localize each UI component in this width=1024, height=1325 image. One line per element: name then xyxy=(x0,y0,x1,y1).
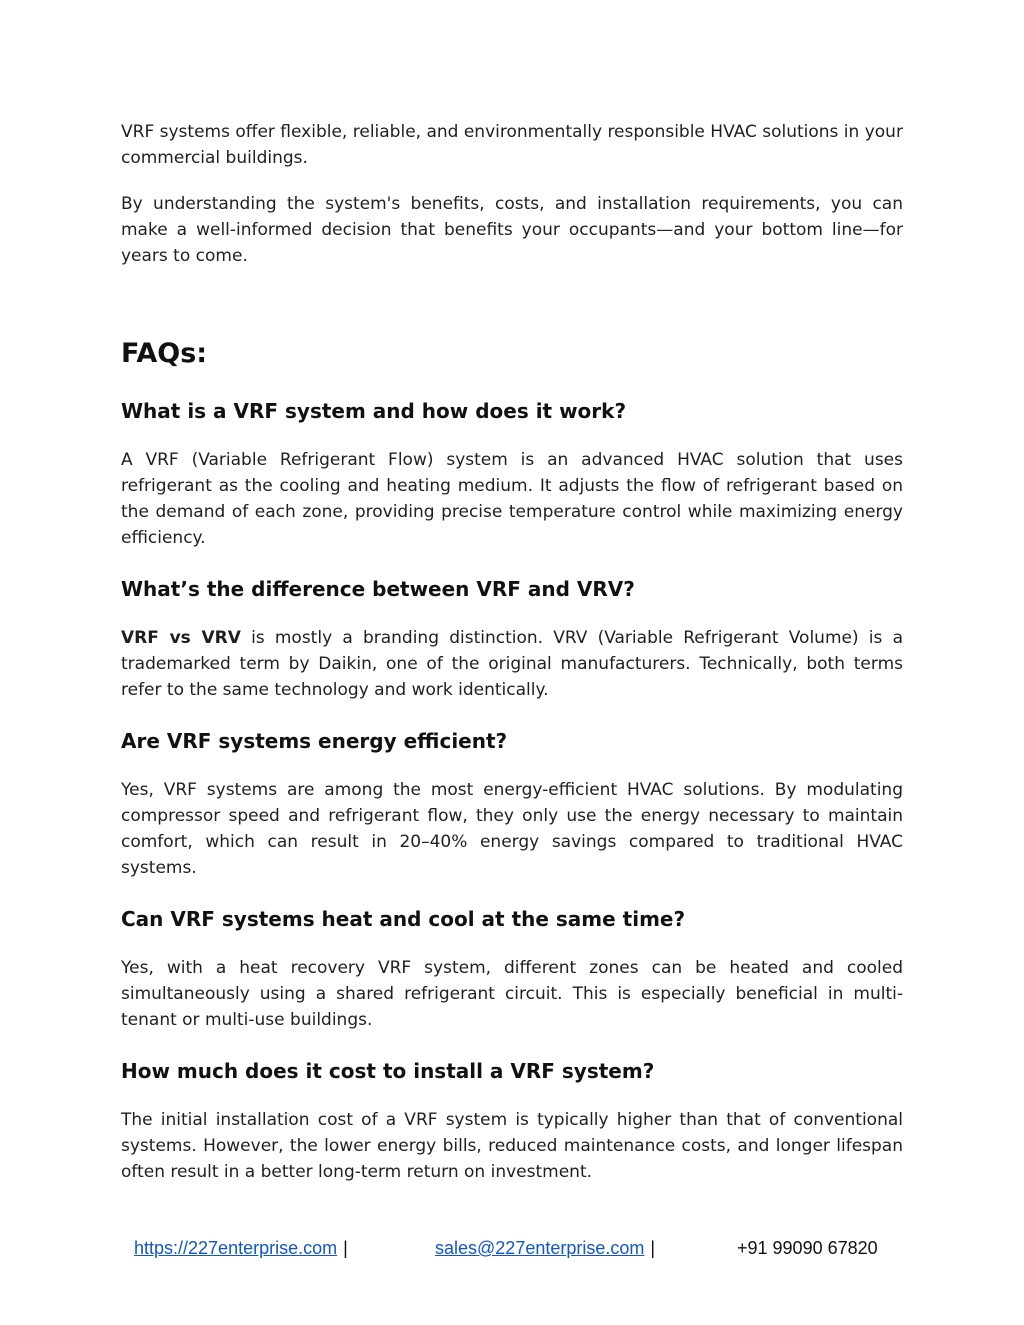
faq-item xyxy=(121,1057,903,1185)
footer-separator: | xyxy=(343,1238,348,1258)
faq-question: Can VRF systems heat and cool at the same time? xyxy=(121,907,686,931)
faq-answer xyxy=(121,625,903,703)
footer-phone: +91 99090 67820 xyxy=(737,1238,878,1258)
footer-email-group xyxy=(435,1236,655,1260)
email-link[interactable]: sales@227enterprise.com xyxy=(435,1238,645,1258)
faq-item xyxy=(121,727,903,881)
faq-answer-bold-term: VRF vs VRV xyxy=(121,628,241,648)
faq-question: How much does it cost to install a VRF system? xyxy=(121,1059,655,1083)
faq-answer: Yes, VRF systems are among the most energy-efficient HVAC solutions. By modulating compressor speed and refrigerant flow, they only use the energy necessary to maintain comfort, which can result in 20–40% energy savings compared to traditional HVAC systems. xyxy=(121,780,903,878)
faq-answer: Yes, with a heat recovery VRF system, different zones can be heated and cooled simultaneously using a shared refrigerant circuit. This is especially beneficial in multi-tenant or multi-use buildings. xyxy=(121,958,903,1030)
footer-website-group xyxy=(134,1236,348,1260)
footer-separator: | xyxy=(650,1238,656,1258)
faq-question: What’s the difference between VRF and VRV? xyxy=(121,577,635,601)
faq-answer: The initial installation cost of a VRF system is typically higher than that of conventional systems. However, the lower energy bills, reduced maintenance costs, and longer lifespan often result in a better long-term return on investment. xyxy=(121,1110,903,1182)
website-link[interactable]: https://227enterprise.com xyxy=(134,1238,338,1258)
page-footer xyxy=(0,1236,1024,1260)
faqs-heading: FAQs: xyxy=(121,338,208,369)
faq-question: What is a VRF system and how does it work? xyxy=(121,399,627,423)
faq-question: Are VRF systems energy efficient? xyxy=(121,729,508,753)
faq-answer-text: is mostly a branding distinction. VRV (Variable Refrigerant Volume) is a trademarked term by Daikin, one of the original manufacturers. Technically, both terms refer to the same technology and work identically. xyxy=(121,628,903,700)
faq-item xyxy=(121,575,903,703)
document-body xyxy=(121,119,903,1209)
faq-answer: A VRF (Variable Refrigerant Flow) system is an advanced HVAC solution that uses refrigerant as the cooling and heating medium. It adjusts the flow of refrigerant based on the demand of each zone, providing precise temperature control while maximizing energy efficiency. xyxy=(121,450,903,548)
faq-item xyxy=(121,397,903,551)
intro-paragraph-1: VRF systems offer flexible, reliable, and environmentally responsible HVAC solutions in your commercial buildings. xyxy=(121,122,903,168)
intro-paragraph-2: By understanding the system's benefits, costs, and installation requirements, you can make a well-informed decision that benefits your occupants—and your bottom line—for years to come. xyxy=(121,194,903,266)
faq-item xyxy=(121,905,903,1033)
